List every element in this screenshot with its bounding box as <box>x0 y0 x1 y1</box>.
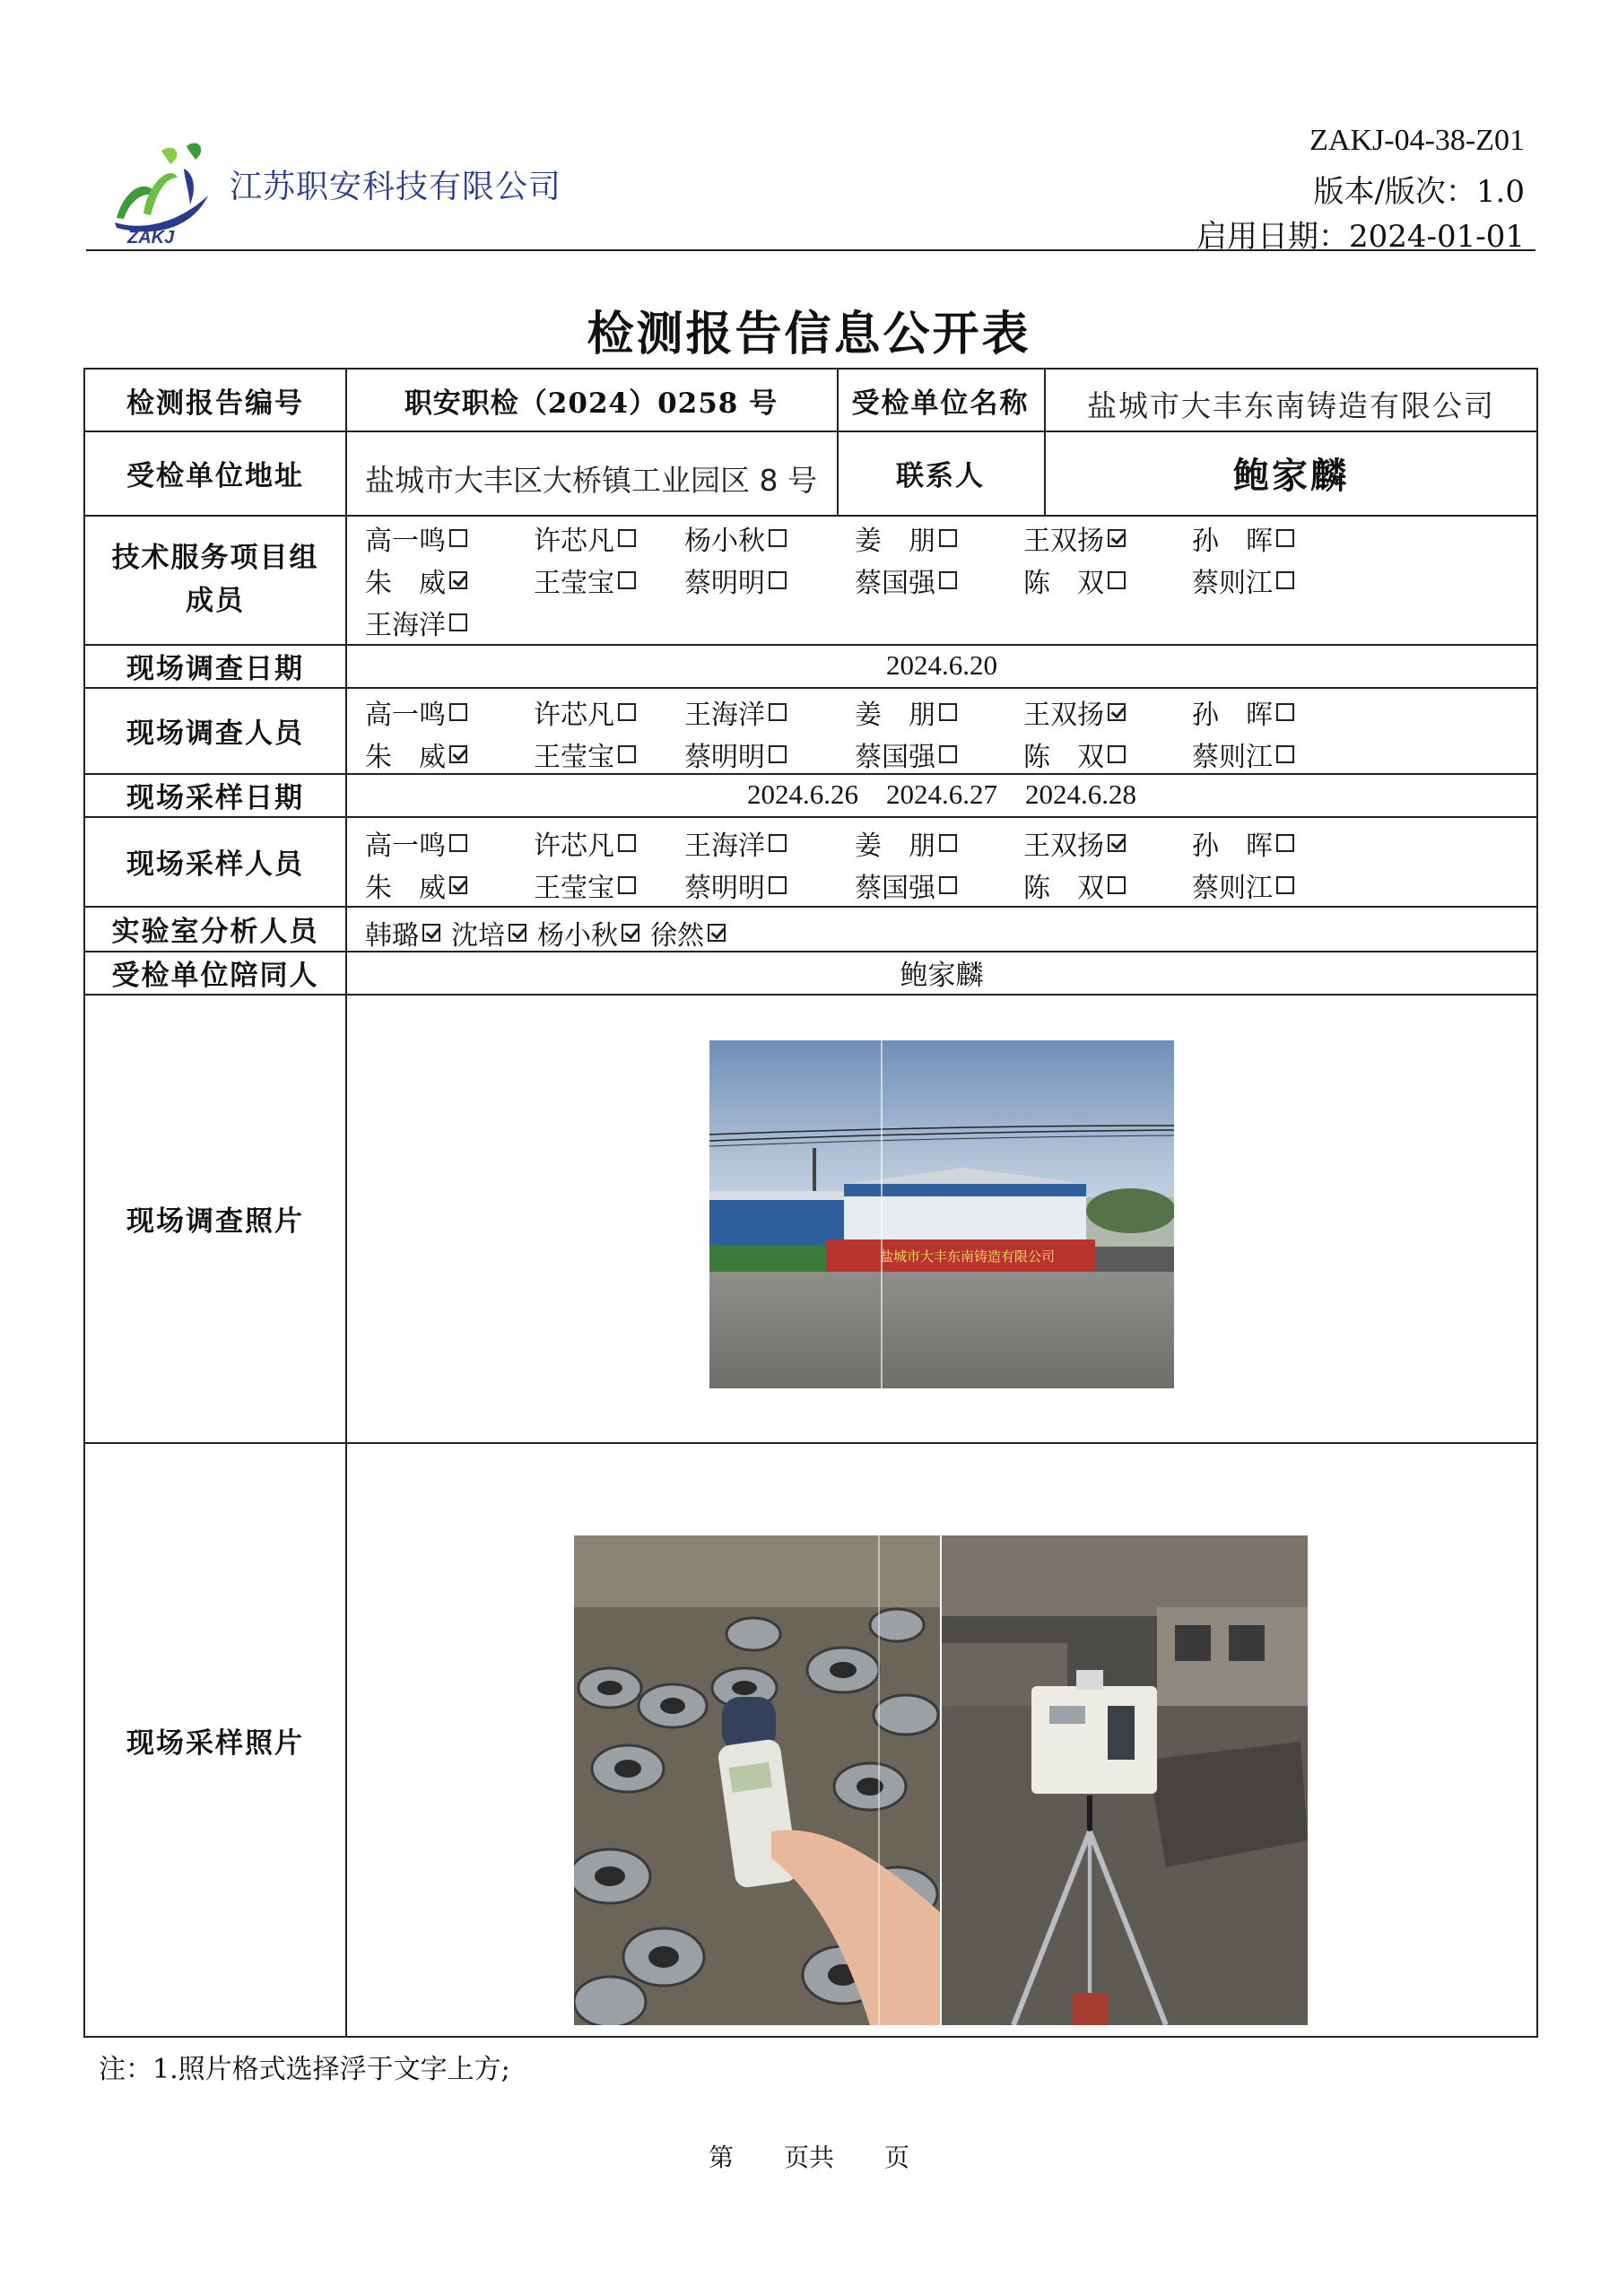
unchecked-checkbox[interactable] <box>618 834 636 852</box>
staff-name: 朱 威 <box>365 873 446 904</box>
staff-name: 蔡明明 <box>684 742 765 773</box>
page-footer: 第 页共 页 <box>708 2143 909 2172</box>
document-code: ZAKJ-04-38-Z01 <box>1309 124 1525 157</box>
survey-date-label: 现场调查日期 <box>126 652 304 685</box>
lab-staff-entry <box>650 913 726 952</box>
unchecked-checkbox[interactable] <box>769 876 787 894</box>
checked-checkbox[interactable] <box>1108 834 1126 852</box>
sampling-date-value: 2024.6.26 2024.6.27 2024.6.28 <box>747 778 1136 810</box>
sampling-staff-label: 现场采样人员 <box>126 848 304 881</box>
unchecked-checkbox[interactable] <box>618 571 636 589</box>
unchecked-checkbox[interactable] <box>769 834 787 852</box>
staff-entry <box>534 561 636 600</box>
report-no-value: 职安职检（2024）0258 号 <box>404 387 779 420</box>
checked-checkbox[interactable] <box>509 924 526 942</box>
survey-staff-label: 现场调查人员 <box>126 717 304 750</box>
staff-name: 高一鸣 <box>365 526 446 557</box>
document-version: 版本/版次：1.0 <box>1313 174 1525 210</box>
staff-entry <box>365 561 467 600</box>
unchecked-checkbox[interactable] <box>939 571 957 589</box>
staff-name: 陈 双 <box>1023 742 1104 773</box>
unchecked-checkbox[interactable] <box>1276 529 1294 547</box>
staff-entry <box>1023 561 1126 600</box>
checked-checkbox[interactable] <box>449 571 467 589</box>
staff-entry <box>855 692 957 732</box>
team-label: 技术服务项目组成员 <box>111 542 319 617</box>
staff-name: 蔡则江 <box>1192 568 1273 599</box>
checked-checkbox[interactable] <box>449 876 467 894</box>
staff-name: 杨小秋 <box>684 526 765 557</box>
staff-name: 姜 朋 <box>855 700 935 731</box>
staff-name: 孙 晖 <box>1192 526 1273 557</box>
escort-value: 鲍家麟 <box>900 959 984 992</box>
escort-label: 受检单位陪同人 <box>111 959 319 992</box>
lab-staff-entry <box>537 913 639 952</box>
staff-name: 陈 双 <box>1023 873 1104 904</box>
staff-entry <box>534 823 636 863</box>
staff-entry <box>1192 823 1294 863</box>
survey-photo <box>709 1040 1174 1388</box>
staff-entry <box>855 823 957 863</box>
unchecked-checkbox[interactable] <box>769 745 787 763</box>
contact-label: 联系人 <box>896 459 985 492</box>
staff-name: 王双扬 <box>1023 526 1104 557</box>
staff-entry <box>1023 518 1126 558</box>
report-no-label: 检测报告编号 <box>126 387 304 420</box>
unchecked-checkbox[interactable] <box>769 571 787 589</box>
unchecked-checkbox[interactable] <box>1276 876 1294 894</box>
unchecked-checkbox[interactable] <box>1108 876 1126 894</box>
staff-name: 韩璐 <box>365 920 419 952</box>
staff-name: 高一鸣 <box>365 700 446 731</box>
staff-name: 蔡则江 <box>1192 742 1273 773</box>
unchecked-checkbox[interactable] <box>1276 571 1294 589</box>
staff-name: 蔡国强 <box>855 873 935 904</box>
staff-entry <box>684 518 787 558</box>
staff-name: 蔡国强 <box>855 742 935 773</box>
unchecked-checkbox[interactable] <box>449 834 467 852</box>
staff-name: 朱 威 <box>365 568 446 599</box>
staff-entry <box>365 865 467 905</box>
unchecked-checkbox[interactable] <box>769 529 787 547</box>
survey-photo-label: 现场调查照片 <box>126 1205 304 1238</box>
staff-entry <box>1023 823 1126 863</box>
staff-entry <box>855 561 957 600</box>
staff-entry <box>365 518 467 558</box>
sampling-photo-air-sampler <box>942 1535 1308 2025</box>
staff-name: 蔡则江 <box>1192 873 1273 904</box>
survey-date-value: 2024.6.20 <box>886 649 997 681</box>
logo-text: ZAKJ <box>127 228 175 248</box>
staff-entry <box>534 735 636 774</box>
staff-name: 王双扬 <box>1023 831 1104 862</box>
staff-name: 朱 威 <box>365 742 446 773</box>
staff-entry <box>1192 518 1294 558</box>
staff-entry <box>684 865 787 905</box>
footnote: 注：1.照片格式选择浮于文字上方; <box>99 2054 510 2085</box>
staff-entry <box>1192 561 1294 600</box>
staff-name: 孙 晖 <box>1192 831 1273 862</box>
staff-name: 杨小秋 <box>537 920 618 952</box>
staff-name: 陈 双 <box>1023 568 1104 599</box>
checked-checkbox[interactable] <box>622 924 639 942</box>
unchecked-checkbox[interactable] <box>1108 571 1126 589</box>
unchecked-checkbox[interactable] <box>939 529 957 547</box>
staff-entry <box>684 735 787 774</box>
staff-entry <box>1023 735 1126 774</box>
company-value: 盐城市大丰东南铸造有限公司 <box>1087 387 1495 423</box>
checked-checkbox[interactable] <box>1108 529 1126 547</box>
unchecked-checkbox[interactable] <box>618 876 636 894</box>
staff-entry <box>855 518 957 558</box>
staff-entry <box>534 692 636 732</box>
staff-entry <box>365 603 467 642</box>
staff-name: 高一鸣 <box>365 831 446 862</box>
staff-entry <box>855 865 957 905</box>
unchecked-checkbox[interactable] <box>449 529 467 547</box>
staff-entry <box>534 518 636 558</box>
lab-staff-entry <box>365 913 440 952</box>
unchecked-checkbox[interactable] <box>449 703 467 721</box>
company-label: 受检单位名称 <box>851 387 1030 420</box>
staff-name: 王双扬 <box>1023 700 1104 731</box>
unchecked-checkbox[interactable] <box>1276 703 1294 721</box>
checked-checkbox[interactable] <box>449 745 467 763</box>
staff-entry <box>534 865 636 905</box>
unchecked-checkbox[interactable] <box>1276 834 1294 852</box>
contact-value: 鲍家麟 <box>1233 454 1349 497</box>
staff-name: 蔡明明 <box>684 873 765 904</box>
unchecked-checkbox[interactable] <box>1108 745 1126 763</box>
checked-checkbox[interactable] <box>708 924 726 942</box>
staff-name: 许芯凡 <box>534 831 614 862</box>
company-name: 江苏职安科技有限公司 <box>230 169 562 205</box>
staff-entry <box>684 561 787 600</box>
unchecked-checkbox[interactable] <box>769 703 787 721</box>
unchecked-checkbox[interactable] <box>939 745 957 763</box>
unchecked-checkbox[interactable] <box>939 703 957 721</box>
column-divider <box>345 370 347 2038</box>
staff-entry <box>365 735 467 774</box>
unchecked-checkbox[interactable] <box>618 529 636 547</box>
checked-checkbox[interactable] <box>1108 703 1126 721</box>
staff-entry <box>684 823 787 863</box>
page-title: 检测报告信息公开表 <box>587 307 1031 361</box>
staff-name: 王海洋 <box>684 700 765 731</box>
sampling-date-label: 现场采样日期 <box>126 781 304 814</box>
survey-sign-text: 盐城市大丰东南铸造有限公司 <box>880 1248 1056 1265</box>
effective-date: 启用日期：2024-01-01 <box>1196 219 1525 255</box>
unchecked-checkbox[interactable] <box>939 834 957 852</box>
unchecked-checkbox[interactable] <box>618 703 636 721</box>
sampling-photo-label: 现场采样照片 <box>126 1726 304 1760</box>
unchecked-checkbox[interactable] <box>618 745 636 763</box>
staff-entry <box>1023 865 1126 905</box>
staff-name: 徐然 <box>650 920 704 952</box>
staff-name: 许芯凡 <box>534 526 614 557</box>
staff-entry <box>365 692 467 732</box>
unchecked-checkbox[interactable] <box>1276 745 1294 763</box>
address-label: 受检单位地址 <box>126 459 304 492</box>
staff-name: 沈培 <box>451 920 505 952</box>
staff-name: 王海洋 <box>365 610 446 641</box>
staff-entry <box>855 735 957 774</box>
lab-staff-entry <box>451 913 526 952</box>
staff-entry <box>365 823 467 863</box>
staff-name: 王海洋 <box>684 831 765 862</box>
sampling-photo-noise-meter <box>574 1535 940 2025</box>
unchecked-checkbox[interactable] <box>939 876 957 894</box>
staff-name: 蔡明明 <box>684 568 765 599</box>
staff-entry <box>1192 692 1294 732</box>
unchecked-checkbox[interactable] <box>449 613 467 631</box>
staff-name: 王莹宝 <box>534 568 614 599</box>
header-divider <box>86 249 1535 251</box>
staff-name: 许芯凡 <box>534 700 614 731</box>
staff-entry <box>1192 735 1294 774</box>
staff-entry <box>684 692 787 732</box>
lab-staff-label: 实验室分析人员 <box>111 915 319 948</box>
staff-entry <box>1192 865 1294 905</box>
staff-name: 王莹宝 <box>534 873 614 904</box>
staff-name: 姜 朋 <box>855 831 935 862</box>
address-value: 盐城市大丰区大桥镇工业园区 8 号 <box>365 462 817 498</box>
staff-name: 王莹宝 <box>534 742 614 773</box>
checked-checkbox[interactable] <box>422 924 440 942</box>
staff-entry <box>1023 692 1126 732</box>
company-logo <box>108 133 213 249</box>
lab-staff-list <box>365 913 726 952</box>
staff-name: 蔡国强 <box>855 568 935 599</box>
staff-name: 孙 晖 <box>1192 700 1273 731</box>
staff-name: 姜 朋 <box>855 526 935 557</box>
